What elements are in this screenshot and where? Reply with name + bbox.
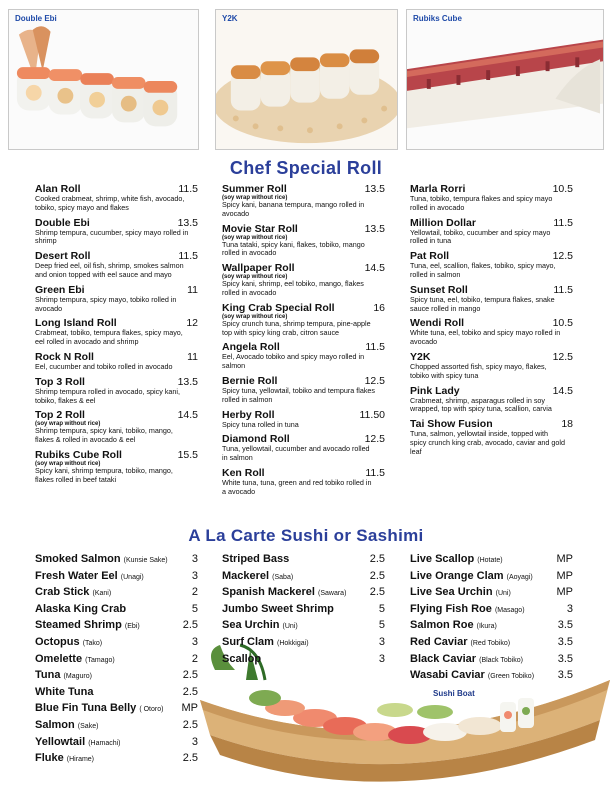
sashimi-item: [410, 584, 573, 601]
item-name: Y2K: [410, 350, 431, 363]
item-description: Yellowtail, tobiko, cucumber and spicy mayo rolled in tuna: [410, 227, 551, 246]
sashimi-item: [35, 700, 198, 717]
sashimi-item: [222, 551, 385, 568]
a-la-carte-title: A La Carte Sushi or Sashimi: [188, 526, 424, 545]
item-price: 5: [378, 602, 385, 615]
item-label: Mackerel: [222, 569, 270, 582]
item-description: Chopped assorted fish, spicy mayo, flakes, tobiko with spicy tuna: [410, 361, 547, 380]
item-name: Million Dollar: [410, 216, 476, 229]
item-name: Wendi Roll: [410, 317, 465, 330]
item-price: 3.5: [557, 619, 573, 632]
item-note: (soy wrap without rice): [35, 421, 101, 428]
item-name: King Crab Special Roll: [222, 301, 335, 314]
item-name: Ken Roll: [222, 466, 265, 479]
item-name: Top 2 Roll: [35, 409, 85, 422]
item-name: [410, 584, 573, 602]
sashimi-item: [410, 568, 573, 585]
item-note: (soy wrap without rice): [35, 460, 101, 467]
sashimi-item: [410, 651, 573, 668]
chef-column-1: [35, 183, 198, 489]
item-description: Shrimp tempura, spicy mayo, tobiko rolled in avocado: [35, 294, 177, 313]
item-description: Spicy tuna rolled in tuna: [222, 419, 299, 429]
item-note: (soy wrap without rice): [222, 234, 288, 241]
item-description: Crabmeat, shrimp, asparagus rolled in soy wrapped, top with spicy tuna, scallion, carvia: [410, 395, 552, 414]
menu-item: [410, 217, 573, 247]
item-price: 2: [191, 586, 198, 599]
menu-item: [35, 183, 198, 213]
item-price: 2.5: [182, 619, 198, 632]
japanese-name: (Maguro): [63, 673, 92, 681]
item-note: (soy wrap without rice): [222, 313, 288, 320]
sashimi-item: [35, 684, 198, 701]
item-price: 11: [187, 350, 198, 363]
japanese-name: (Green Tobiko): [487, 673, 535, 681]
photo-rubiks-cube: [406, 9, 604, 150]
item-name: Movie Star Roll: [222, 222, 298, 235]
item-description: Tuna, salmon, yellowtail inside, topped with spicy crunch king crab, avocado, caviar and gold leaf: [410, 429, 566, 456]
item-name: Green Ebi: [35, 283, 85, 296]
item-price: 2.5: [182, 752, 198, 765]
menu-item: [410, 351, 573, 381]
item-name: [410, 617, 573, 635]
item-name: [35, 617, 198, 635]
item-price: 5: [191, 602, 198, 615]
item-name: [35, 568, 198, 586]
item-label: Surf Clam: [222, 636, 274, 648]
item-name: Bernie Roll: [222, 374, 278, 387]
item-description: Deep fried eel, oil fish, shrimp, smokes salmon and onion topped with eel sauce and mayo: [35, 261, 184, 279]
sashimi-item: [222, 634, 385, 651]
item-price: 10.5: [552, 183, 573, 195]
japanese-name: (Saba): [272, 573, 294, 581]
item-name: [35, 651, 198, 669]
item-label: Crab Stick: [35, 586, 90, 599]
item-label: Fluke: [35, 752, 64, 765]
japanese-name: (Kani): [92, 590, 112, 598]
item-price: 3: [566, 602, 573, 615]
item-name: [222, 551, 385, 569]
japanese-name: (Hirame): [66, 756, 95, 764]
item-description: Tuna, tobiko, tempura flakes and spicy mayo rolled in avocado: [410, 194, 553, 212]
menu-item: [222, 223, 385, 259]
japanese-name: (Sawara): [318, 590, 347, 598]
item-name: [222, 568, 385, 586]
photo-caption: Double Ebi: [15, 14, 57, 23]
item-name: [35, 584, 198, 602]
menu-item: [222, 467, 385, 497]
item-name: [410, 551, 573, 569]
item-price: 10.5: [552, 317, 573, 330]
item-name: [222, 601, 385, 619]
japanese-name: (Uni): [282, 623, 298, 631]
item-label: Flying Fish Roe: [410, 602, 492, 615]
japanese-name: (Hokkigai): [277, 640, 309, 647]
sashimi-item: [222, 651, 385, 668]
item-price: 13.5: [177, 216, 198, 229]
item-price: 11.5: [365, 341, 385, 354]
sashimi-item: [222, 601, 385, 618]
item-price: 11.5: [178, 250, 198, 263]
item-price: 2.5: [369, 569, 385, 582]
photo-caption: Rubiks Cube: [413, 14, 462, 23]
menu-item: [35, 317, 198, 347]
item-name: [410, 568, 573, 586]
item-label: Fresh Water Eel: [35, 569, 118, 582]
item-name: Pat Roll: [410, 250, 450, 263]
item-name: [35, 750, 198, 768]
item-name: [35, 717, 198, 735]
japanese-name: (Sake): [77, 723, 99, 730]
item-price: 3: [191, 636, 198, 648]
menu-item: [222, 183, 385, 219]
menu-item: [410, 385, 573, 415]
item-name: [410, 651, 573, 669]
japanese-name: (Ikura): [476, 623, 497, 631]
item-price: 3: [191, 569, 198, 582]
item-price: 12.5: [364, 433, 385, 446]
sashimi-item: [35, 717, 198, 734]
item-price: 3: [378, 636, 385, 648]
item-label: Salmon: [35, 719, 75, 731]
item-note: (soy wrap without rice): [222, 195, 288, 201]
item-name: [35, 700, 198, 718]
item-price: 12.5: [552, 250, 573, 263]
item-description: Spicy tuna, eel, tobiko, tempura flakes, snake sauce rolled in mango: [410, 294, 555, 313]
menu-item: [410, 183, 573, 213]
sashimi-item: [410, 551, 573, 568]
y2k-roll-image: [216, 10, 397, 149]
menu-item: [410, 317, 573, 347]
japanese-name: (Hotate): [477, 557, 503, 564]
sashimi-item: [35, 601, 198, 618]
item-name: Marla Rorri: [410, 183, 466, 195]
item-label: Sea Urchin: [222, 619, 280, 632]
item-label: Striped Bass: [222, 553, 290, 565]
item-description: Spicy kani, shrimp, eel tobiko, mango, flakes rolled in avocado: [222, 279, 364, 297]
item-price: 2.5: [182, 685, 198, 698]
item-name: [222, 651, 385, 669]
item-price: 14.5: [177, 409, 198, 422]
item-description: Shrimp tempura rolled in avocado, spicy kani, tobiko, flakes & eel: [35, 386, 181, 405]
item-price: 13.5: [364, 222, 385, 235]
item-price: 3: [191, 735, 198, 748]
item-price: 2.5: [369, 586, 385, 599]
item-price: 5: [378, 619, 385, 632]
japanese-name: (Kunsie Sake): [123, 557, 168, 564]
item-label: Yellowtail: [35, 735, 86, 748]
item-label: Salmon Roe: [410, 619, 474, 632]
item-label: Live Scallop: [410, 553, 475, 565]
item-name: [35, 734, 198, 752]
item-price: 11.5: [553, 216, 573, 229]
item-label: Smoked Salmon: [35, 553, 121, 565]
item-name: [410, 667, 573, 685]
item-label: Red Caviar: [410, 636, 468, 648]
menu-item: [35, 284, 198, 314]
item-price: 3.5: [557, 652, 573, 665]
item-description: Cooked crabmeat, shrimp, white fish, avocado, tobiko, spicy mayo and flakes: [35, 194, 185, 212]
item-label: Jumbo Sweet Shrimp: [222, 602, 334, 615]
item-price: 3: [378, 652, 385, 665]
item-description: White tuna, tuna, green and red tobiko rolled in a avocado: [222, 477, 372, 496]
item-price: 11.5: [553, 283, 573, 296]
item-label: Tuna: [35, 669, 61, 682]
japanese-name: (Uni): [495, 590, 511, 598]
item-label: Wasabi Caviar: [410, 669, 485, 682]
item-price: 2: [191, 652, 198, 665]
item-name: [35, 601, 198, 619]
menu-item: [222, 262, 385, 298]
item-price: 11.5: [178, 183, 198, 195]
photo-y2k: [215, 9, 398, 150]
item-description: Spicy kani, shrimp tempura, tobiko, mango, flakes rolled in beef tataki: [35, 465, 173, 484]
sashimi-item: [35, 634, 198, 651]
item-name: [222, 584, 385, 602]
item-name: [410, 634, 573, 652]
sashimi-item: [222, 568, 385, 585]
sashimi-item: [410, 617, 573, 634]
item-name: [35, 634, 198, 652]
item-description: Tuna, eel, scallion, flakes, tobiko, spicy mayo, rolled in salmon: [410, 261, 556, 279]
sashimi-item: [410, 634, 573, 651]
item-name: Long Island Roll: [35, 317, 117, 330]
item-name: Desert Roll: [35, 250, 91, 263]
photo-double-ebi: [8, 9, 199, 150]
item-name: Tai Show Fusion: [410, 418, 493, 431]
chef-special-title: Chef Special Roll: [229, 158, 383, 178]
item-price: 16: [373, 301, 385, 314]
item-price: 14.5: [364, 262, 385, 275]
item-name: Top 3 Roll: [35, 375, 85, 388]
japanese-name: (Tamago): [85, 656, 115, 664]
menu-item: [222, 375, 385, 405]
item-price: 3.5: [557, 669, 573, 682]
sashimi-item: [35, 617, 198, 634]
japanese-name: (Ebi): [124, 623, 140, 631]
menu-item: [35, 351, 198, 372]
item-description: White tuna, eel, tobiko and spicy mayo rolled in avocado: [410, 328, 561, 347]
item-name: Pink Lady: [410, 384, 460, 397]
japanese-name: (Unagi): [120, 573, 144, 581]
item-description: Spicy tuna, yellowtail, tobiko and tempura flakes rolled in salmon: [222, 385, 376, 404]
menu-item: [410, 250, 573, 280]
item-price: 13.5: [177, 375, 198, 388]
menu-item: [35, 449, 198, 485]
sashimi-item: [35, 584, 198, 601]
item-description: Tuna, yellowtail, cucumber and avocado rolled in salmon: [222, 444, 370, 463]
sashimi-item: [35, 667, 198, 684]
item-price: MP: [181, 702, 198, 715]
item-description: Shrimp tempura, spicy kani, tobiko, mango, flakes & rolled in avocado & eel: [35, 426, 173, 445]
menu-item: [222, 409, 385, 430]
item-name: [222, 634, 385, 652]
item-name: Diamond Roll: [222, 433, 290, 446]
item-name: Angela Roll: [222, 341, 280, 354]
item-description: Spicy kani, banana tempura, mango rolled in avocado: [222, 200, 365, 218]
item-description: Eel, Avocado tobiko and spicy mayo rolled in salmon: [222, 352, 365, 371]
item-description: Eel, cucumber and tobiko rolled in avocado: [35, 361, 173, 371]
japanese-name: (Black Tobiko): [479, 656, 523, 664]
item-label: Scallop: [222, 652, 262, 665]
chef-column-3: [410, 183, 573, 461]
item-label: Omelette: [35, 652, 83, 665]
sashimi-item: [35, 750, 198, 767]
item-name: [222, 617, 385, 635]
sashimi-item: [222, 617, 385, 634]
item-label: Alaska King Crab: [35, 602, 127, 615]
japanese-name: (Hamachi): [88, 739, 121, 747]
item-price: 2.5: [182, 719, 198, 731]
item-label: Live Sea Urchin: [410, 586, 493, 599]
item-name: [35, 684, 198, 702]
menu-item: [222, 341, 385, 371]
sashimi-item: [222, 584, 385, 601]
item-label: White Tuna: [35, 685, 94, 698]
item-price: MP: [556, 586, 573, 599]
chef-column-2: [222, 183, 385, 501]
item-label: Steamed Shrimp: [35, 619, 122, 632]
item-price: 12: [186, 317, 198, 330]
sashimi-item: [35, 734, 198, 751]
menu-item: [35, 250, 198, 280]
item-name: Wallpaper Roll: [222, 262, 295, 275]
item-name: [35, 667, 198, 685]
item-price: 2.5: [369, 553, 385, 565]
menu-item: [222, 433, 385, 463]
menu-item: [410, 418, 573, 456]
item-price: MP: [556, 569, 573, 582]
item-price: MP: [556, 553, 573, 565]
photo-caption: Y2K: [222, 14, 238, 23]
rubiks-cube-roll-image: [407, 10, 603, 149]
japanese-name: (Masago): [494, 606, 525, 614]
item-name: Rubiks Cube Roll: [35, 448, 122, 461]
double-ebi-roll-image: [9, 10, 198, 149]
menu-item: [35, 409, 198, 445]
japanese-name: ( Otoro): [139, 706, 164, 714]
item-name: Double Ebi: [35, 216, 90, 229]
sushi-boat-caption: Sushi Boat: [433, 689, 475, 698]
item-price: 11.5: [365, 466, 385, 479]
item-name: Sunset Roll: [410, 283, 468, 296]
item-price: 12.5: [552, 350, 573, 363]
japanese-name: (Aoyagi): [506, 573, 533, 581]
item-description: Shrimp tempura, cucumber, spicy mayo rolled in shrimp: [35, 227, 189, 246]
item-price: 12.5: [364, 374, 385, 387]
item-price: 3.5: [557, 636, 573, 648]
item-name: Rock N Roll: [35, 350, 94, 363]
item-price: 11.50: [359, 408, 385, 421]
menu-item: [410, 284, 573, 314]
item-label: Spanish Mackerel: [222, 586, 315, 599]
item-price: 3: [191, 553, 198, 565]
item-label: Black Caviar: [410, 652, 477, 665]
item-price: 2.5: [182, 669, 198, 682]
item-price: 13.5: [364, 183, 385, 195]
item-price: 11: [187, 283, 198, 296]
item-label: Octopus: [35, 636, 80, 648]
item-price: 18: [561, 418, 573, 431]
item-name: Alan Roll: [35, 183, 81, 195]
item-price: 15.5: [177, 448, 198, 461]
item-description: Spicy crunch tuna, shrimp tempura, pine-apple top with spicy king crab, citron sauce: [222, 318, 371, 337]
item-label: Live Orange Clam: [410, 569, 504, 582]
item-name: [410, 601, 573, 619]
japanese-name: (Red Tobiko): [470, 640, 511, 647]
sashimi-item: [410, 667, 573, 684]
menu-item: [222, 302, 385, 338]
menu-item: [35, 217, 198, 247]
item-name: [35, 551, 198, 569]
sashimi-item: [35, 651, 198, 668]
item-label: Blue Fin Tuna Belly: [35, 702, 137, 715]
item-name: Herby Roll: [222, 408, 275, 421]
item-name: Summer Roll: [222, 183, 287, 195]
item-description: Tuna tataki, spicy kani, flakes, tobiko, mango rolled in avocado: [222, 239, 365, 258]
item-price: 14.5: [552, 384, 573, 397]
menu-item: [35, 376, 198, 406]
sashimi-item: [35, 568, 198, 585]
japanese-name: (Tako): [82, 640, 103, 647]
item-description: Crabmeat, tobiko, tempura flakes, spicy mayo, eel rolled in avocado and shrimp: [35, 328, 183, 347]
sashimi-item: [410, 601, 573, 618]
item-note: (soy wrap without rice): [222, 274, 288, 281]
sashimi-item: [35, 551, 198, 568]
